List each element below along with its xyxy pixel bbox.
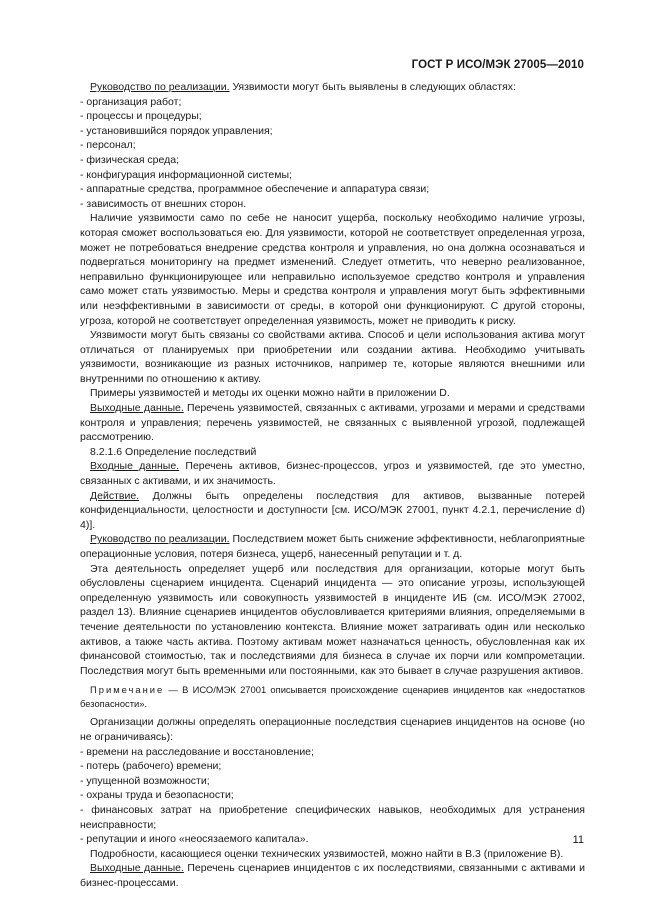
document-header: ГОСТ Р ИСО/МЭК 27005—2010: [411, 59, 584, 71]
list-item: - процессы и процедуры;: [80, 110, 202, 123]
list-item: - физическая среда;: [80, 153, 180, 166]
paragraph-input: [80, 459, 585, 488]
run-in-heading: Входные данные.: [90, 460, 180, 473]
run-in-heading: Действие.: [90, 489, 140, 502]
paragraph-presence: Наличие уязвимости само по себе не наносит ущерба, поскольку необходимо наличие угрозы, которая сможет воспользоваться ею. Для уязвимости, которой не соответствует определенная угроза, может не потребоваться внедрение средства контроля и управления, но она должна осознаваться и подвергаться мониторингу на предмет изменений. Следует отметить, что неверно реализованное, неправильно функционирующее или неправильно используемое средство контроля и управления само может стать уязвимостью. Меры и средства контроля и управления могут быть эффективными или неэффективными в зависимости от среды, в которой они функционируют. С другой стороны, угроза, которой не соответствует определенная уязвимость, может не приводить к риску.: [80, 212, 585, 327]
list-item: - конфигурация информационной системы;: [80, 168, 292, 181]
run-in-heading: Руководство по реализации.: [90, 81, 230, 93]
run-in-heading: Выходные данные.: [90, 862, 184, 875]
paragraph-organizations: Организации должны определять операционные последствия сценариев инцидентов на основе (но не ограничиваясь):: [80, 716, 585, 743]
paragraph-text: Перечень сценариев инцидентов с их последствиями, связанными с активами и бизнес-процессами.: [80, 862, 586, 889]
note-text: — В ИСО/МЭК 27001 описывается происхождение сценариев инцидентов как «недостатков безопасности».: [80, 684, 585, 709]
list-item: - установившийся порядок управления;: [80, 124, 273, 137]
list-item: - финансовых затрат на приобретение специфических навыков, необходимых для устранения неисправности;: [80, 803, 585, 831]
paragraph-output-1: [80, 401, 585, 445]
paragraph-action: [80, 489, 585, 533]
paragraph-examples: Примеры уязвимостей и методы их оценки можно найти в приложении D.: [90, 387, 450, 400]
page-body: [80, 80, 585, 890]
paragraph-activity: Эта деятельность определяет ущерб или последствия для организации, которые могут быть обусловлены сценарием инцидента. Сценарий инцидента — это описание угрозы, использующей определенную уязвимость или совокупность уязвимостей в инциденте ИБ (см. ИСО/МЭК 27002, раздел 13). Влияние сценариев инцидентов обусловливается критериями влияния, определяемыми в течение деятельности по установлению контекста. Влияние может затрагивать один или несколько активов, а также часть актива. Поэтому активам может назначаться ценность, обусловленная как их финансовой стоимостью, так и последствиями для бизнеса в случае их порчи или компрометации. Последствия могут быть временными или постоянными, как это бывает в случае разрушения активов.: [80, 562, 585, 677]
list-item: - потерь (рабочего) времени;: [80, 760, 222, 773]
note: [80, 683, 585, 710]
paragraph-details: Подробности, касающиеся оценки технических уязвимостей, можно найти в В.3 (приложение В).: [90, 847, 564, 860]
section-title: 8.2.1.6 Определение последствий: [90, 445, 257, 458]
list-item: - упущенной возможности;: [80, 774, 210, 787]
list-item: - аппаратные средства, программное обеспечение и аппаратура связи;: [80, 183, 430, 196]
paragraph-assets: Уязвимости могут быть связаны со свойствами актива. Способ и цели использования актива могут отличаться от планируемых при приобретении или создании актива. Необходимо учитывать уязвимости, возникающие из разных источников, например те, которые являются внешними или внутренними по отношению к активу.: [80, 329, 585, 385]
list-item: - времени на расследование и восстановление;: [80, 745, 314, 758]
paragraph-text: Последствием может быть снижение эффективности, неблагоприятные операционные условия, потеря бизнеса, ущерб, нанесенный репутации и т. д.: [80, 533, 586, 560]
list-item: - зависимость от внешних сторон.: [80, 197, 247, 210]
list-item: - охраны труда и безопасности;: [80, 789, 234, 802]
list-item: - репутации и иного «неосязаемого капитала».: [80, 833, 309, 846]
paragraph-guidance-vulnerabilities: [80, 80, 585, 95]
note-label: Примечание: [90, 684, 165, 696]
paragraph-output-2: [80, 861, 585, 890]
list-item: - организация работ;: [80, 95, 182, 108]
run-in-heading: Выходные данные.: [90, 402, 184, 415]
paragraph-guidance-consequences: [80, 532, 585, 561]
page-number: 11: [572, 834, 584, 846]
paragraph-text: Уязвимости могут быть выявлены в следующих областях:: [229, 81, 516, 93]
paragraph-text: Перечень уязвимостей, связанных с активами, угрозами и мерами и средствами контроля и управления; перечень уязвимостей, не связанных с выявленной угрозой, подлежащей рассмотрению.: [80, 402, 586, 444]
list-item: - персонал;: [80, 139, 136, 152]
paragraph-text: Должны быть определены последствия для активов, вызванные потерей конфиденциальности, целостности и доступности [см. ИСО/МЭК 27001, пункт 4.2.1, перечисление d) 4)].: [80, 489, 585, 531]
paragraph-text: Перечень активов, бизнес-процессов, угроз и уязвимостей, где это уместно, связанных с активами, и их значимость.: [80, 460, 585, 488]
run-in-heading: Руководство по реализации.: [90, 533, 230, 546]
